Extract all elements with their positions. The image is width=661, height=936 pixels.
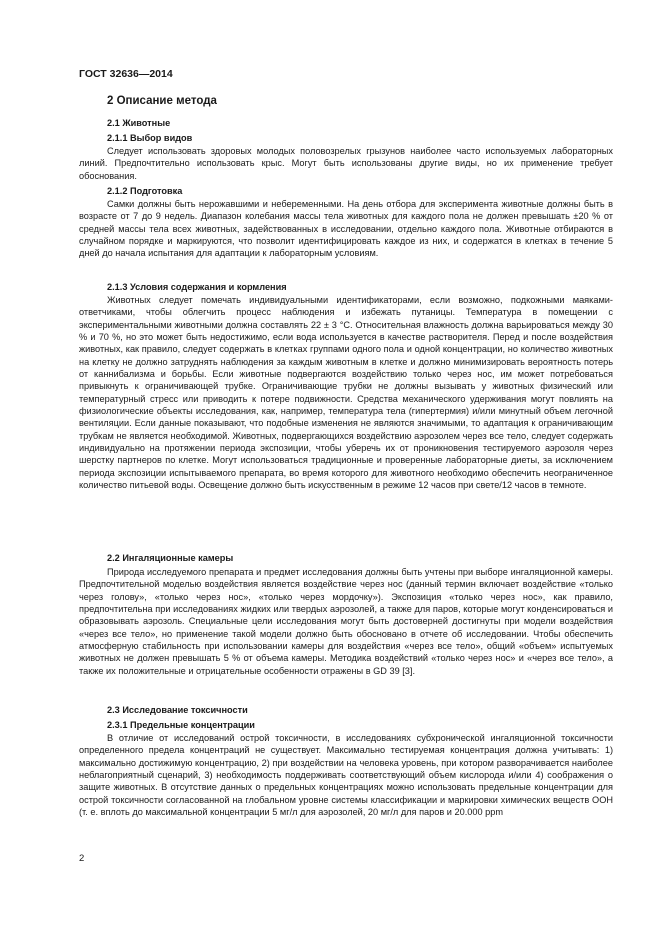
subsection-title-animals: 2.1 Животные: [107, 118, 171, 128]
clause-title-species: 2.1.1 Выбор видов: [107, 133, 193, 143]
clause-text-preparation: Самки должны быть нерожавшими и небеременными. На день отбора для эксперимента животные должны быть в возрасте от 7 до 9 недель. Диапазон колебания массы тела животных для каждого пола не должен превышать ±20 % от средней массы тела всех животных, задействованных в исследовании, отдельно каждого пола. Животные отбираются в случайном порядке и маркируются, что позволит идентифицировать каждое из них, и содержатся в клетках в течение 5 дней до начала испытания для адаптации к лабораторным условиям.: [79, 199, 613, 259]
clause-title-housing: 2.1.3 Условия содержания и кормления: [107, 282, 287, 292]
subsection-title-chambers: 2.2 Ингаляционные камеры: [107, 553, 234, 563]
clause-title-limit-concentrations: 2.3.1 Предельные концентрации: [107, 720, 255, 730]
clause-title-preparation: 2.1.2 Подготовка: [107, 186, 183, 196]
page-number: 2: [79, 853, 85, 864]
subsection-text-chambers: Природа исследуемого препарата и предмет исследования должны быть учтены при выборе ингаляционной камеры. Предпочтительной моделью воздействия является воздействие через нос (данный термин включает воздействие «только через голову», «только через нос», «только через мордочку»). Экспозиция «только через нос», как правило, предпочтительна при исследованиях жидких или твердых аэрозолей, а также для паров, которые могут конденсироваться и образовывать аэрозоль. Специальные цели исследования могут быть достоверней достигнуты при модели воздействия «через все тело», но применение такой модели должно быть обосновано в отчете об исследовании. Чтобы обеспечить атмосферную стабильность при использовании камеры для воздействия «через все тело», общий «объем» испытуемых животных не должен превышать 5 % от объема камеры. Методика воздействий «только через нос» и «через все тело», а также их положительные и отрицательные особенности отражены в GD 39 [3].: [79, 567, 613, 676]
standard-header: ГОСТ 32636—2014: [79, 68, 173, 80]
section-title: 2 Описание метода: [107, 95, 217, 107]
subsection-title-toxicity: 2.3 Исследование токсичности: [107, 705, 248, 715]
clause-text-limit-concentrations: В отличие от исследований острой токсичности, в исследованиях субхронической ингаляционной токсичности определенного предела концентраций не существует. Максимально тестируемая концентрация должна учитывать: 1) максимально достижимую концентрацию, 2) при воздействии на человека уровень, при котором разворачивается наиболее неблагоприятный сценарий, 3) необходимость поддерживать соответствующий объем кислорода и/или 4) соображения о защите животных. В отсутствие данных о предельных концентрациях можно использовать предельные концентрации для острой токсичности согласованной на глобальном уровне системы классификации и маркировки химических веществ ООН (т. е. вплоть до максимальной концентрации 5 мг/л для аэрозолей, 20 мг/л для паров и 20.000 ppm: [79, 733, 613, 818]
clause-text-housing: Животных следует помечать индивидуальными идентификаторами, если возможно, подкожными маяками-ответчиками, чтобы облегчить процесс наблюдения и избежать путаницы. Температура в помещении с экспериментальными животными должна составлять 22 ± 3 °С. Относительная влажность должна варьироваться между 30 % и 70 %, но это может быть недостижимо, если вода используется в качестве растворителя. Перед и после воздействия животных, как правило, следует содержать в клетках группами одного пола и одной концентрации, но количество животных на клетку не должно затруднять наблюдения за каждым животным в клетке и должно минимизировать вероятность потерь от каннибализма и борьбы. Если животные подвергаются воздействию только через нос, им может потребоваться привыкнуть к ограничивающей трубке. Ограничивающие трубки не должны вызывать у животных физический или температурный стресс или приводить к потере подвижности. Средства механического удерживания могут повлиять на физиологические объекты исследования, как, например, температура тела (гипертермия) и/или минутный объем легочной вентиляции. Если данные показывают, что подобные изменения не являются значимыми, то адаптация к ограничивающим трубкам не является необходимой. Животных, подвергающихся воздействию аэрозолем через все тело, следует содержать индивидуально на протяжении периода экспозиции, чтобы уберечь их от проникновения тестируемого аэрозоля через шерстку партнеров по клетке. Могут использоваться традиционные и проверенные лабораторные диеты, за исключением периода экспозиции испытываемого препарата, во время которого для животного необходимо обеспечить неограниченное количество питьевой воды. Освещение должно быть искусственным в режиме 12 часов при свете/12 часов в темноте.: [79, 295, 613, 491]
clause-text-species: Следует использовать здоровых молодых половозрелых грызунов наиболее часто используемых лабораторных линий. Предпочтительно использовать крыс. Могут быть использованы другие виды, но их применение требует обоснования.: [79, 146, 613, 181]
